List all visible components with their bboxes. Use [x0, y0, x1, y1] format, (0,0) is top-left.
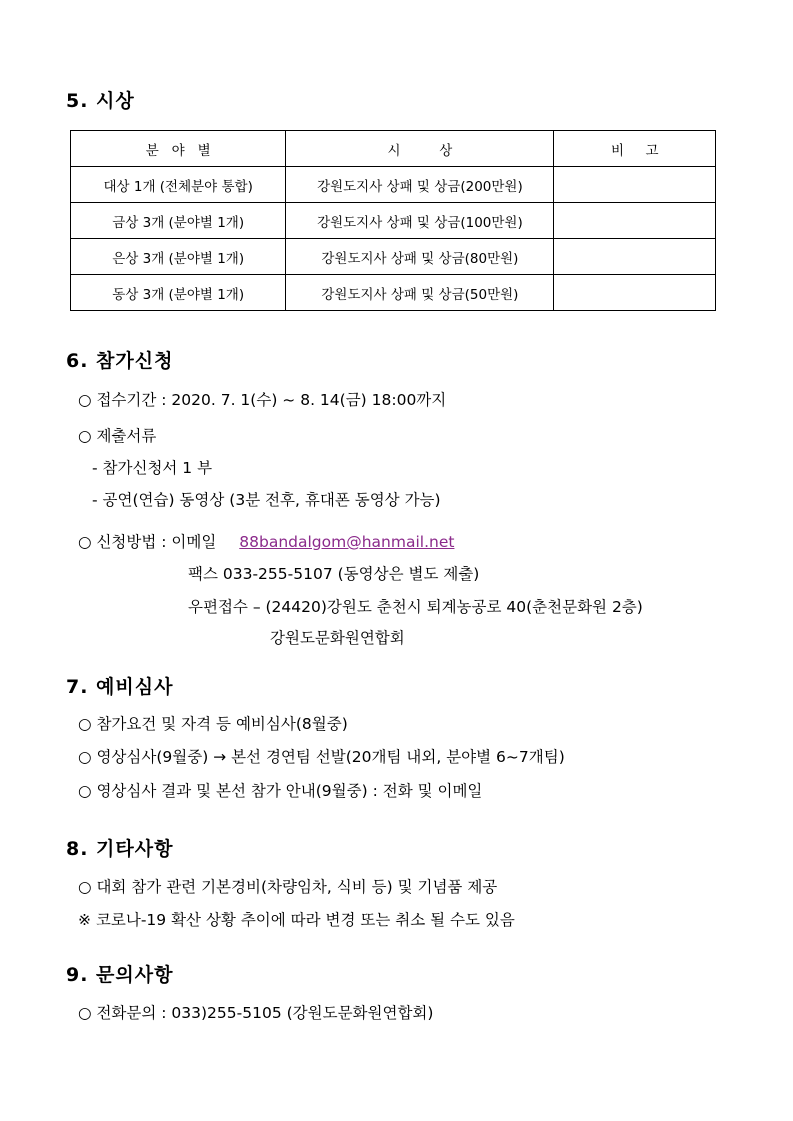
header-award: 시 상 [286, 131, 554, 167]
list-item: ○ 전화문의 : 033)255-5105 (강원도문화원연합회) [78, 1004, 434, 1022]
table-row [71, 167, 716, 203]
list-item: ○ 영상심사(9월중) → 본선 경연팀 선발(20개팀 내외, 분야별 6~7개팀) [78, 748, 565, 766]
section-6-heading: 6. 참가신청 [66, 350, 174, 372]
list-item: ○ 영상심사 결과 및 본선 참가 안내(9월중) : 전화 및 이메일 [78, 782, 483, 800]
doc-item: - 참가신청서 1 부 [92, 459, 213, 477]
cell-category: 금상 3개 (분야별 1개) [71, 203, 286, 239]
cell-award: 강원도지사 상패 및 상금(100만원) [286, 203, 554, 239]
awards-table [70, 130, 716, 311]
cell-award: 강원도지사 상패 및 상금(80만원) [286, 239, 554, 275]
header-note: 비 고 [554, 131, 716, 167]
cell-category: 대상 1개 (전체분야 통합) [71, 167, 286, 203]
section-8-heading: 8. 기타사항 [66, 838, 174, 860]
list-item: ※ 코로나-19 확산 상황 추이에 따라 변경 또는 취소 될 수도 있음 [78, 911, 515, 929]
method-label [78, 530, 454, 552]
cell-award: 강원도지사 상패 및 상금(50만원) [286, 275, 554, 311]
header-category: 분 야 별 [71, 131, 286, 167]
cell-category: 동상 3개 (분야별 1개) [71, 275, 286, 311]
section-5-heading: 5. 시상 [66, 90, 135, 112]
cell-note [554, 275, 716, 311]
doc-item: - 공연(연습) 동영상 (3분 전후, 휴대폰 동영상 가능) [92, 491, 441, 509]
table-row [71, 275, 716, 311]
cell-note [554, 203, 716, 239]
email-link[interactable]: 88bandalgom@hanmail.net [239, 533, 455, 551]
fax-text: 팩스 033-255-5107 (동영상은 별도 제출) [188, 565, 480, 583]
list-item: ○ 참가요건 및 자격 등 예비심사(8월중) [78, 715, 348, 733]
table-header-row [71, 131, 716, 167]
docs-title: ○ 제출서류 [78, 427, 157, 445]
method-label-text: ○ 신청방법 : 이메일 [78, 533, 217, 551]
table-row [71, 239, 716, 275]
org-text: 강원도문화원연합회 [270, 629, 405, 647]
list-item: ○ 대회 참가 관련 기본경비(차량임차, 식비 등) 및 기념품 제공 [78, 878, 498, 896]
period-text: ○ 접수기간 : 2020. 7. 1(수) ~ 8. 14(금) 18:00까지 [78, 391, 447, 409]
section-7-heading: 7. 예비심사 [66, 676, 174, 698]
cell-category: 은상 3개 (분야별 1개) [71, 239, 286, 275]
cell-award: 강원도지사 상패 및 상금(200만원) [286, 167, 554, 203]
post-text: 우편접수 – (24420)강원도 춘천시 퇴계농공로 40(춘천문화원 2층) [188, 598, 643, 616]
cell-note [554, 167, 716, 203]
section-9-heading: 9. 문의사항 [66, 964, 174, 986]
table-row [71, 203, 716, 239]
cell-note [554, 239, 716, 275]
